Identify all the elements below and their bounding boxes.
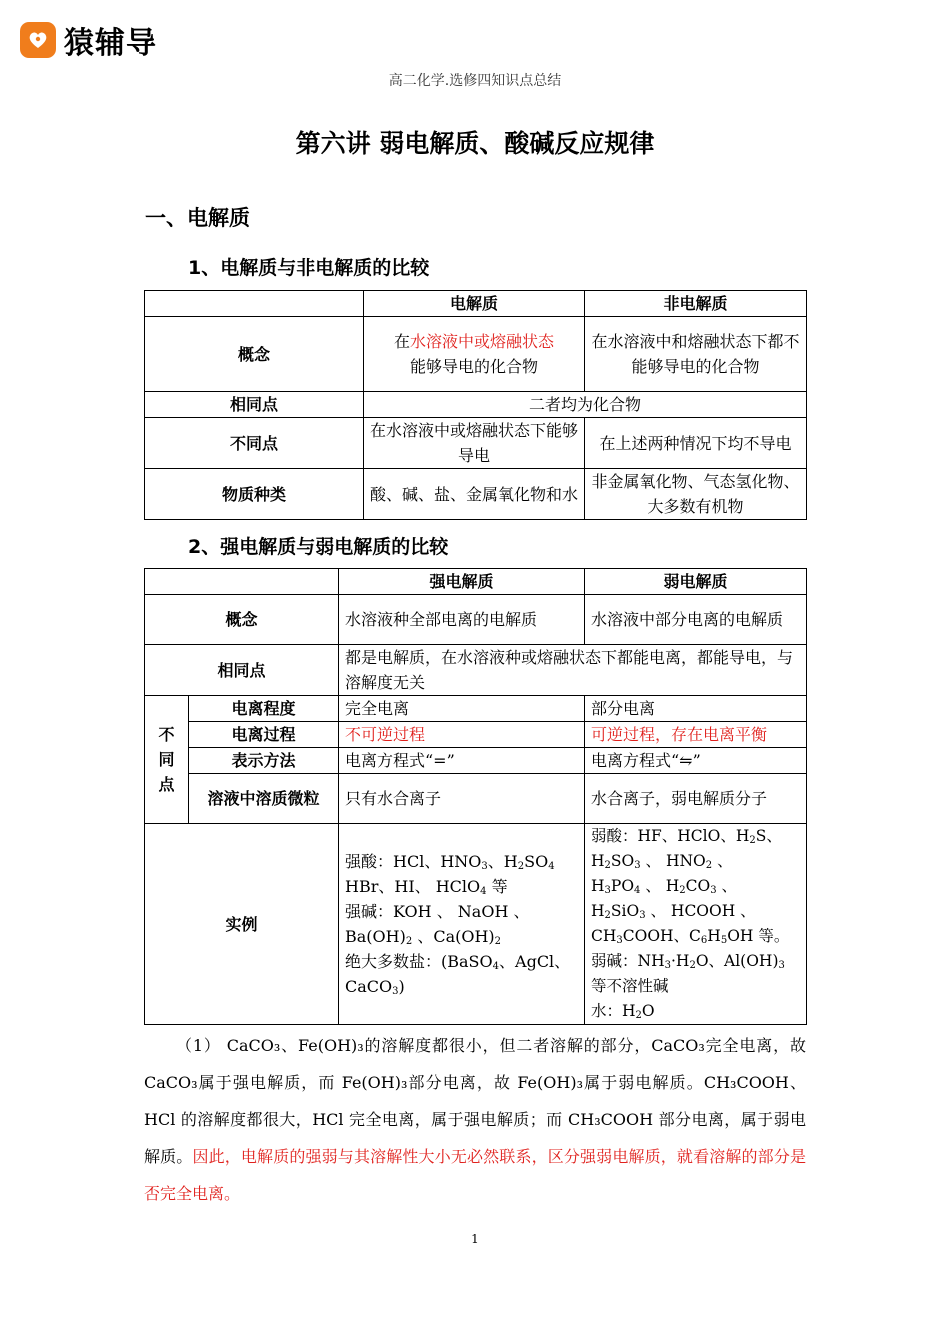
- table-row: [145, 748, 807, 774]
- row-header: 电离程度: [189, 696, 339, 722]
- column-header: 电解质: [364, 291, 585, 317]
- table-row: [145, 418, 807, 469]
- table-row: [145, 569, 807, 595]
- table-cell: 部分电离: [585, 696, 807, 722]
- table-row: [145, 824, 807, 1025]
- row-header: 相同点: [145, 392, 364, 418]
- table-cell: 非金属氧化物、气态氢化物、大多数有机物: [585, 469, 807, 520]
- table-cell: 水合离子，弱电解质分子: [585, 774, 807, 824]
- row-header: 表示方法: [189, 748, 339, 774]
- section-heading: 一、电解质: [145, 206, 250, 230]
- table-row: [145, 392, 807, 418]
- column-header: 弱电解质: [585, 569, 807, 595]
- column-header: 强电解质: [339, 569, 585, 595]
- table-cell: 都是电解质，在水溶液种或熔融状态下都能电离，都能导电，与溶解度无关: [339, 645, 807, 696]
- cell-text: 能够导电的化合物: [409, 357, 538, 376]
- logo: [20, 20, 157, 60]
- subsection-heading-2: 2、强电解质与弱电解质的比较: [188, 536, 449, 558]
- table-row: [145, 696, 807, 722]
- cell-text: 强碱：: [345, 902, 394, 921]
- table-cell: 完全电离: [339, 696, 585, 722]
- row-header: 概念: [145, 317, 364, 392]
- page-number: 1: [471, 1232, 479, 1246]
- row-header: 相同点: [145, 645, 339, 696]
- heart-icon: [20, 22, 56, 58]
- cell-text: 弱酸：: [591, 827, 638, 845]
- row-header: 不同点: [145, 696, 189, 824]
- table-cell: 可逆过程，存在电离平衡: [585, 722, 807, 748]
- table-cell: [145, 291, 364, 317]
- table-cell: [145, 569, 339, 595]
- logo-text: 猿辅导: [64, 26, 157, 61]
- electrolyte-comparison-table: [144, 290, 807, 520]
- page-title: 第六讲 弱电解质、酸碱反应规律: [295, 129, 655, 158]
- row-header: 实例: [145, 824, 339, 1025]
- subsection-heading-1: 1、电解质与非电解质的比较: [188, 257, 430, 279]
- table-cell: 水溶液中部分电离的电解质: [585, 595, 807, 645]
- table-cell: [364, 317, 585, 392]
- table-cell: 水溶液种全部电离的电解质: [339, 595, 585, 645]
- strong-weak-electrolyte-table: [144, 568, 807, 1025]
- cell-text: 绝大多数盐：: [345, 952, 442, 971]
- table-cell: 只有水合离子: [339, 774, 585, 824]
- row-header: 物质种类: [145, 469, 364, 520]
- table-cell: 强酸：HCl、$HNO_3$、$H_2SO_4$ HBr、HI、 HClO$_4$ 等 强碱：KOH 、 NaOH 、 $Ba(OH)_2$ 、$Ca(OH)_2$ 绝大多数盐：(BaSO$_4$、AgCl、 CaCO$_3$): [339, 824, 585, 1025]
- table-cell: 在水溶液中和熔融状态下都不能够导电的化合物: [585, 317, 807, 392]
- table-row: [145, 469, 807, 520]
- table-cell: 电离方程式“⇋”: [585, 748, 807, 774]
- table-cell: 在上述两种情况下均不导电: [585, 418, 807, 469]
- table-cell: 在水溶液中或熔融状态下能够导电: [364, 418, 585, 469]
- column-header: 非电解质: [585, 291, 807, 317]
- cell-text: 强酸：: [345, 852, 394, 871]
- cell-text: 水：: [591, 1002, 623, 1020]
- cell-text: 弱碱：: [591, 952, 638, 970]
- paragraph-text: （1） CaCO₃、Fe(OH)₃的溶解度都很小，但二者溶解的部分，CaCO₃完全电离，故 CaCO₃属于强电解质，而 Fe(OH)₃部分电离，故 Fe(OH)₃属于弱电解质。CH₃COOH、HCl 的溶解度都很大，HCl 完全电离，属于强电解质；而 CH₃COOH 部分电离，属于弱电解质。: [144, 1036, 806, 1166]
- row-header: 电离过程: [189, 722, 339, 748]
- table-cell: 二者均为化合物: [364, 392, 807, 418]
- table-row: [145, 722, 807, 748]
- explanation-paragraph: [144, 1027, 806, 1212]
- table-cell: 不可逆过程: [339, 722, 585, 748]
- table-row: [145, 291, 807, 317]
- row-header: 不同点: [145, 418, 364, 469]
- row-header: 概念: [145, 595, 339, 645]
- page-header: 高二化学.选修四知识点总结: [388, 73, 562, 89]
- table-row: [145, 595, 807, 645]
- cell-text: 在: [393, 332, 410, 351]
- table-row: [145, 317, 807, 392]
- highlight-text: 因此，电解质的强弱与其溶解性大小无必然联系，区分强弱电解质，就看溶解的部分是否完全电离。: [144, 1147, 806, 1203]
- table-row: [145, 645, 807, 696]
- table-cell: 电离方程式“=”: [339, 748, 585, 774]
- row-header: 溶液中溶质微粒: [189, 774, 339, 824]
- table-row: [145, 774, 807, 824]
- table-cell: 弱酸：HF、HClO、$H_2S$、 $H_2SO_3$ 、 $HNO_2$ 、 $H_3PO_4$ 、 $H_2CO_3$ 、 $H_2SiO_3$ 、 HCOOH 、 $CH_3COOH$、$C_6H_5OH$ 等。 弱碱：$NH_3\cdot H_2O$、$Al(OH)_3$ 等不溶性碱 水：$H_2O$: [585, 824, 807, 1025]
- table-cell: 酸、碱、盐、金属氧化物和水: [364, 469, 585, 520]
- highlight-text: 水溶液中或熔融状态: [410, 332, 555, 351]
